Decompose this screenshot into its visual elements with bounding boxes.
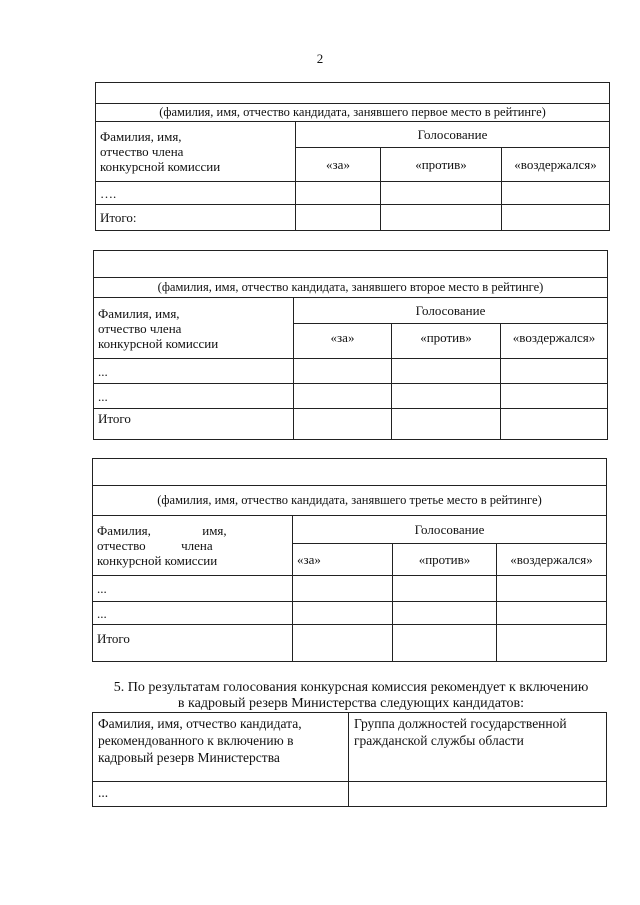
table-row: …. (96, 182, 610, 205)
candidate-caption: (фамилия, имя, отчество кандидата, занявшего второе место в рейтинге) (94, 278, 608, 298)
vote-option-against: «против» (392, 324, 501, 359)
candidate-name-blank (93, 459, 607, 486)
member-header: Фамилия, имя, отчество члена конкурсной комиссии (96, 122, 296, 182)
section-5-paragraph: 5. По результатам голосования конкурсная комиссия рекомендует к включению в кадровый резерв Министерства следующих кандидатов: (113, 680, 589, 711)
member-header: Фамилия, имя, отчество члена конкурсной комиссии (94, 298, 294, 359)
voting-table-first-place (95, 82, 610, 231)
vote-option-for: «за» (296, 148, 381, 182)
page-number: 2 (316, 51, 324, 66)
vote-header: Голосование (296, 122, 610, 148)
voting-table-second-place (93, 250, 608, 440)
voting-table-third-place (92, 458, 607, 662)
vote-option-abstain: «воздержался» (497, 544, 607, 576)
vote-header: Голосование (294, 298, 608, 324)
candidate-caption: (фамилия, имя, отчество кандидата, занявшего первое место в рейтинге) (96, 104, 610, 122)
position-group-column-header: Группа должностей государственной гражданской службы области (349, 713, 607, 782)
vote-header: Голосование (293, 516, 607, 544)
member-header: Фамилия, имя, отчество члена конкурсной комиссии (93, 516, 293, 576)
table-row: ... (93, 576, 607, 602)
candidate-column-header: Фамилия, имя, отчество кандидата, рекомендованного к включению в кадровый резерв Министерства (93, 713, 349, 782)
recommendation-table (92, 712, 607, 807)
table-row: ... (94, 384, 608, 409)
table-row: ... (93, 782, 607, 807)
candidate-name-blank (94, 251, 608, 278)
vote-option-against: «против» (381, 148, 502, 182)
table-row-total: Итого (93, 625, 607, 662)
candidate-caption: (фамилия, имя, отчество кандидата, занявшего третье место в рейтинге) (93, 486, 607, 516)
table-row: ... (94, 359, 608, 384)
vote-option-for: «за» (293, 544, 393, 576)
vote-option-for: «за» (294, 324, 392, 359)
candidate-name-blank (96, 83, 610, 104)
vote-option-against: «против» (393, 544, 497, 576)
table-row-total: Итого (94, 409, 608, 440)
table-row-total: Итого: (96, 205, 610, 231)
vote-option-abstain: «воздержался» (501, 324, 608, 359)
vote-option-abstain: «воздержался» (502, 148, 610, 182)
table-row: ... (93, 602, 607, 625)
